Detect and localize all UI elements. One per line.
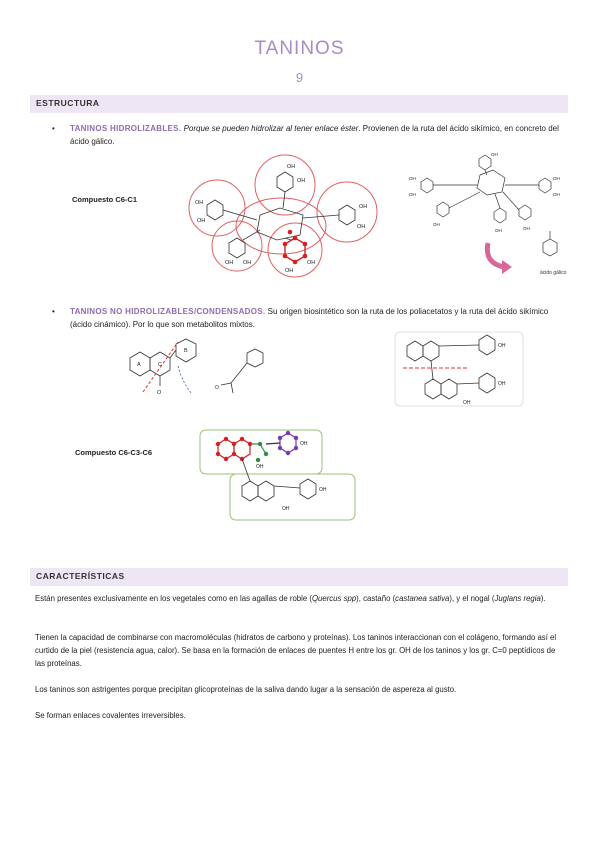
oh-label: OH: [197, 218, 206, 224]
oh-label: OH: [433, 222, 440, 227]
oh-label: OH: [300, 441, 308, 447]
oh-label: OH: [491, 152, 498, 157]
oxygen-label: O: [215, 385, 219, 391]
arrow-head-icon: [502, 260, 512, 274]
oh-label: OH: [357, 224, 366, 230]
paragraph-presencia: [35, 592, 563, 605]
bullet-heading-condensados: TANINOS NO HIDROLIZABLES/CONDENSADOS.: [70, 307, 266, 316]
bullet-hidrolizables: [52, 122, 562, 148]
arrow-icon: [487, 243, 504, 267]
section-title-caracteristicas: CARACTERÍSTICAS: [36, 571, 125, 581]
oh-label: OH: [495, 228, 502, 233]
ring-label-c: C: [158, 362, 162, 368]
gallic-acid-diagram: [480, 225, 570, 280]
para-text: Están presentes exclusivamente en los vegetales como en las agallas de roble (: [35, 594, 312, 603]
oh-label: OH: [307, 260, 316, 266]
page-title: TANINOS: [254, 38, 345, 59]
hydrolyzable-tannin-diagram: [185, 160, 385, 275]
oh-label: OH: [243, 260, 252, 266]
oh-label: OH: [256, 464, 264, 470]
oh-label: OH: [195, 200, 204, 206]
species-castanea: castanea sativa: [395, 594, 450, 603]
page-number: 9: [295, 70, 304, 85]
oh-label: OH: [498, 381, 506, 387]
para-text: ), y el nogal (: [449, 594, 495, 603]
compound-label-c6c3c6: Compuesto C6-C3-C6: [75, 448, 153, 457]
flavonoid-rings-diagram: [118, 340, 228, 400]
oh-label: OH: [319, 487, 327, 493]
section-bar-caracteristicas: [30, 568, 568, 586]
bullet-body-text: . Provienen de la ruta del ácido sikímico, en concreto del ácido gálico.: [70, 124, 559, 146]
paragraph-enlaces: Se forman enlaces covalentes irreversibles.: [35, 711, 186, 720]
paragraph-combinacion: Tienen la capacidad de combinarse con macromoléculas (hidratos de carbono y proteínas). Los taninos interaccionan con el colágeno, formando así el curtido de la piel (resistencia agua, calor). Se basa en la formación de enlaces de puentes H entre los gr. OH de los taninos y los gr. C=0 peptídicos de las proteínas.: [35, 633, 557, 668]
para-text: ).: [540, 594, 546, 603]
bullet-condensados: [52, 305, 562, 331]
cinnamic-acid-diagram: [215, 345, 280, 400]
oh-label: OH: [359, 204, 368, 210]
gallic-acid-label: ácido gálico: [540, 270, 567, 276]
colored-flavan-diagram: [200, 428, 360, 523]
oh-label: OH: [225, 260, 234, 266]
paragraph-astringentes: Los taninos son astrigentes porque precipitan glicoproteínas de la saliva dando lugar a la sensación de aspereza al gusto.: [35, 685, 457, 694]
oh-label: OH: [553, 192, 560, 197]
section-bar-estructura: [30, 95, 568, 113]
oh-label: OH: [409, 192, 416, 197]
oh-label: OH: [282, 506, 290, 512]
ring-label-b: B: [184, 348, 188, 354]
oh-label: OH: [409, 176, 416, 181]
bullet-dot: •: [52, 124, 55, 133]
oh-label: OH: [287, 164, 296, 170]
ring-label-a: A: [137, 362, 141, 368]
oh-label: OH: [463, 400, 471, 406]
compound-label-c6c1: Compuesto C6-C1: [72, 195, 138, 204]
para-text: ), castaño (: [356, 594, 396, 603]
oh-label: OH: [523, 226, 530, 231]
species-juglans: Juglans regia: [494, 594, 541, 603]
tannin-structure-right: [405, 150, 565, 235]
condensed-tannin-dimer: [395, 330, 545, 410]
oxygen-label: O: [157, 390, 162, 396]
bullet-heading-hidrolizables: TANINOS HIDROLIZABLES.: [70, 124, 182, 133]
oh-label: OH: [285, 268, 294, 274]
oh-label: OH: [297, 178, 306, 184]
section-title-estructura: ESTRUCTURA: [36, 98, 100, 108]
species-quercus: Quercus spp: [311, 594, 357, 603]
bullet-body-text: Su origen biosintético son la ruta de los poliacetatos y la ruta del ácido sikímico (ácido cinámico). Por lo que son metabolitos mixtos.: [70, 307, 549, 329]
oh-label: OH: [553, 176, 560, 181]
oh-label: OH: [498, 343, 506, 349]
bullet-dot: •: [52, 307, 55, 316]
bullet-italic-text: Porque se pueden hidrolizar al tener enlace éster: [181, 124, 359, 133]
